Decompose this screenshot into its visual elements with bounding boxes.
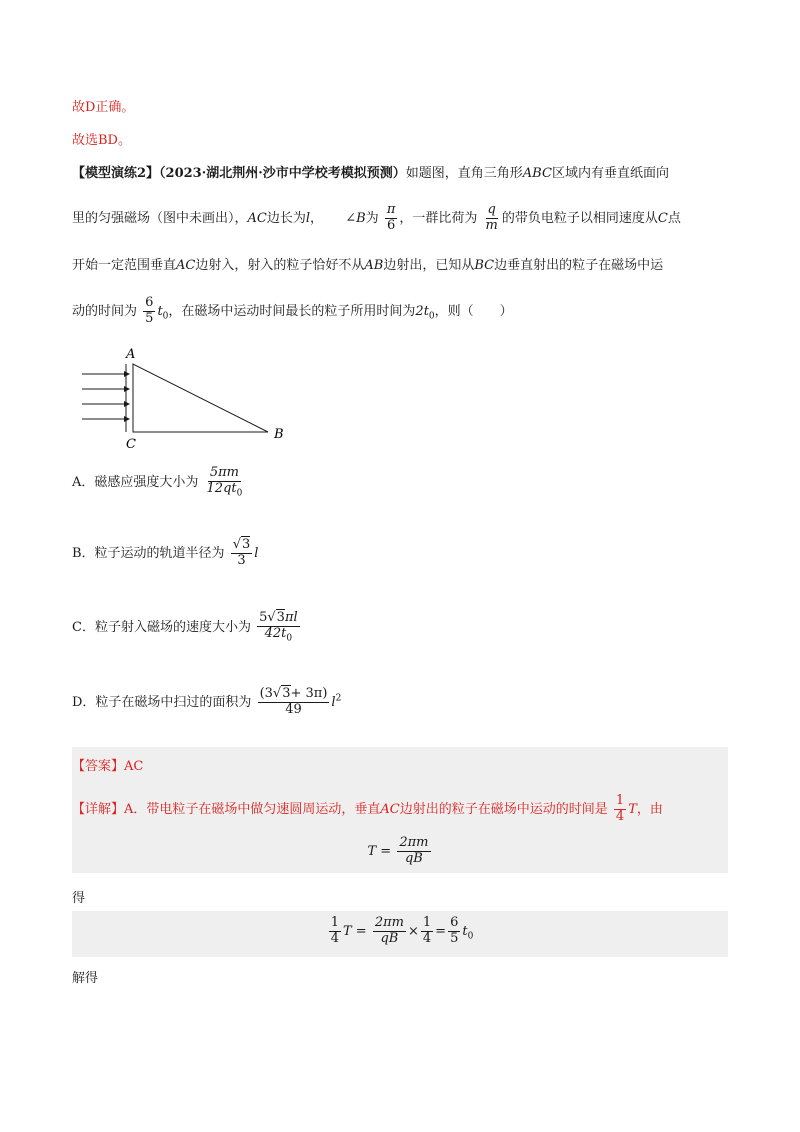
problem-text: 边长为 <box>266 210 306 226</box>
answer-label: 【答案】AC <box>72 759 144 774</box>
eq2-fraction-1-4b: $\frac{1}{4}$ <box>422 915 432 946</box>
problem-text: 动的时间为 <box>72 303 138 319</box>
option-d <box>72 687 341 718</box>
problem-text: 的带负电粒子以相同速度从 <box>501 210 658 226</box>
problem-text: 为 <box>365 210 379 226</box>
var-l: l <box>305 210 311 226</box>
triangle-figure <box>78 340 298 455</box>
label-a: A <box>126 347 136 362</box>
option-c-fraction: $\frac{5√3\pi l}{42t_0}$ <box>259 610 298 644</box>
problem-line-1 <box>72 162 669 181</box>
problem-text: 边垂直射出的粒子在磁场中运 <box>494 258 664 273</box>
subscript-0: 0 <box>162 311 169 322</box>
problem-text: ，一群比荷为 <box>399 210 478 226</box>
problem-text: 里的匀强磁场（图中未画出）， <box>72 210 248 226</box>
option-b-text: B．粒子运动的轨道半径为 <box>72 545 225 561</box>
var-l: l <box>254 545 259 561</box>
var-bc: BC <box>474 258 495 273</box>
option-c-text: C．粒子射入磁场的速度大小为 <box>72 619 251 635</box>
eq1-fraction: $\frac{2\pi m}{qB}$ <box>399 835 429 866</box>
intro-line-2: 故选BD。 <box>72 133 131 148</box>
problem-text: 边射出，已知从 <box>383 258 475 273</box>
problem-text: 开始一定范围垂直 <box>72 258 177 273</box>
detail-text: A．带电粒子在磁场中做匀速圆周运动，垂直 <box>124 801 381 817</box>
var-ac: AC <box>247 210 267 226</box>
eq2-fraction-2pim-qb: $\frac{2\pi m}{qB}$ <box>374 915 404 946</box>
equation-2: $\frac{1}{4}$ T = $\frac{2\pi m}{qB}$ × $\frac{1}{4}$ = $\frac{6}{5}$ $t_0$ <box>330 915 474 946</box>
label-c: C <box>126 437 136 452</box>
var-2t0: 2t <box>415 303 429 319</box>
eq2-fraction-6-5: $\frac{6}{5}$ <box>450 915 459 946</box>
problem-line-2 <box>72 203 681 234</box>
var-t: T <box>628 801 637 817</box>
option-a-text: A．磁感应强度大小为 <box>72 474 199 490</box>
label-b: B <box>274 427 284 442</box>
var-c: C <box>657 210 668 226</box>
subscript-0: 0 <box>428 311 435 322</box>
intro-line-1: 故D正确。 <box>72 100 135 115</box>
option-b <box>72 538 258 569</box>
de-line: 得 <box>72 891 86 906</box>
var-ab: AB <box>364 258 384 273</box>
problem-text: ，在磁场中运动时间最长的粒子所用时间为 <box>168 303 416 319</box>
fraction-6-5: $\frac{6}{5}$ <box>145 295 154 326</box>
problem-source: （2023·湖北荆州·沙市中学校考模拟预测） <box>159 166 406 181</box>
option-a <box>72 466 246 499</box>
var-t0: t <box>157 303 163 319</box>
option-a-fraction: $\frac{5\pi m}{12qt_0}$ <box>206 465 243 499</box>
problem-tag: 【模型演练2】 <box>72 166 160 181</box>
option-c <box>72 611 302 644</box>
problem-line-4 <box>72 296 513 327</box>
var-ac: AC <box>380 801 400 817</box>
problem-text: 区域内有垂直纸面向 <box>551 166 669 181</box>
problem-text: ， <box>310 210 324 226</box>
superscript-2: 2 <box>335 693 342 704</box>
problem-line-3 <box>72 254 663 273</box>
fraction-1-4: $\frac{1}{4}$ <box>615 793 625 824</box>
detail-text: ，由 <box>636 801 663 817</box>
equation-1: T = $\frac{2\pi m}{qB}$ <box>367 835 429 866</box>
fraction-q-m: $\frac{q}{m}$ <box>485 202 498 233</box>
jiede-line: 解得 <box>72 971 99 986</box>
problem-text: ，则（ ） <box>434 303 513 319</box>
problem-text: 如题图，直角三角形 <box>405 166 523 181</box>
detail-text: 边射出的粒子在磁场中运动的时间是 <box>399 801 608 817</box>
angle-b: ∠B <box>345 210 366 226</box>
triangle-abc <box>133 364 268 432</box>
var-abc: ABC <box>522 166 552 181</box>
problem-text: 边射入，射入的粒子恰好不从 <box>195 258 365 273</box>
detail-line <box>72 794 663 825</box>
problem-text: 点 <box>667 210 681 226</box>
option-d-fraction: $\frac{(3√3+ 3\pi)}{49}$ <box>259 686 328 717</box>
detail-tag: 【详解】 <box>72 801 125 817</box>
option-b-fraction: $\frac{√3}{3}$ <box>232 537 251 568</box>
var-l: l <box>331 694 336 710</box>
eq2-fraction-1-4: $\frac{1}{4}$ <box>330 915 339 946</box>
var-ac: AC <box>176 258 196 273</box>
option-d-text: D．粒子在磁场中扫过的面积为 <box>72 694 252 710</box>
fraction-pi-6: $\frac{\pi}{6}$ <box>386 202 396 233</box>
